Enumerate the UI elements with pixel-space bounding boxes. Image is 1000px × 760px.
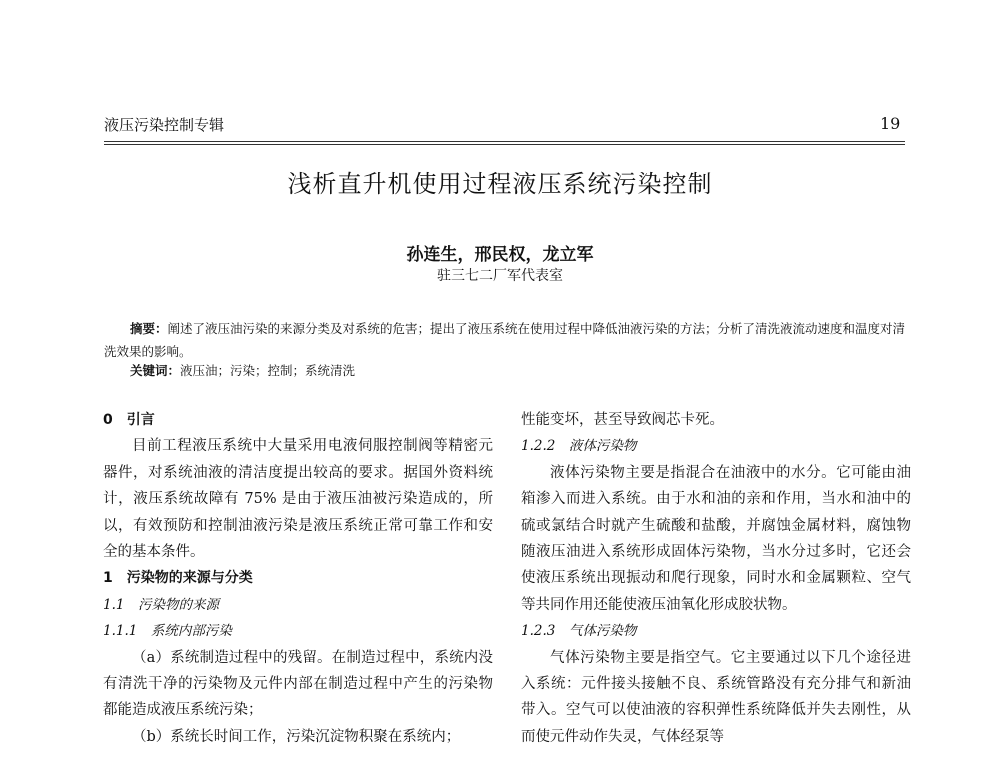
- paragraph: 液体污染物主要是指混合在油液中的水分。它可能由油箱渗入而进入系统。由于水和油的亲和作用，当水和油中的硫或氯结合时就产生硫酸和盐酸，并腐蚀金属材料，腐蚀物随液压油进入系统形成固体污染物，当水分过多时，它还会使液压系统出现振动和爬行现象，同时水和金属颗粒、空气等共同作用还能使液压油氧化形成胶状物。: [521, 464, 911, 613]
- abstract: [104, 317, 906, 363]
- keywords-label: 关键词：: [130, 363, 181, 378]
- article-authors: 孙连生，邢民权，龙立军: [406, 245, 594, 265]
- subsection-heading: 1.2.2 液体污染物: [521, 438, 637, 455]
- paragraph: （a）系统制造过程中的残留。在制造过程中，系统内没有清洗干净的污染物及元件内部在制造过程中产生的污染物都能造成液压系统污染；: [103, 649, 493, 719]
- paragraph-continuation: 性能变坏，甚至导致阀芯卡死。: [521, 412, 724, 428]
- paragraph: 目前工程液压系统中大量采用电液伺服控制阀等精密元器件，对系统油液的清洁度提出较高的要求。据国外资料统计，液压系统故障有 75% 是由于液压油被污染造成的，所以，有效预防和控制油液污染是液压系统正常可靠工作和安全的基本条件。: [103, 438, 493, 561]
- abstract-text: 阐述了液压油污染的来源分类及对系统的危害；提出了液压系统在使用过程中降低油液污染的方法；分析了清洗液流动速度和温度对清洗效果的影响。: [104, 321, 906, 359]
- abstract-label: 摘要：: [130, 321, 168, 336]
- section-heading: 0 引言: [103, 412, 155, 428]
- keywords: [130, 361, 355, 379]
- subsection-heading: 1.1 污染物的来源: [103, 596, 219, 613]
- paragraph: 气体污染物主要是指空气。它主要通过以下几个途径进入系统：元件接头接触不良、系统管路没有充分排气和新油带入。空气可以使油液的容积弹性系统降低并失去刚性，从而使元件动作失灵，气体经泵等: [521, 649, 911, 745]
- article-title: 浅析直升机使用过程液压系统污染控制: [287, 170, 713, 198]
- paragraph: （b）系统长时间工作，污染沉淀物积聚在系统内；: [132, 728, 461, 745]
- running-header-journal: 液压污染控制专辑: [104, 116, 225, 134]
- section-heading: 1 污染物的来源与分类: [103, 570, 253, 587]
- left-column: [103, 407, 493, 750]
- header-rule-top: [104, 141, 905, 142]
- article-affiliation: 驻三七二厂军代表室: [437, 268, 563, 284]
- keywords-text: 液压油；污染；控制；系统清洗: [180, 363, 356, 378]
- subsection-heading: 1.1.1 系统内部污染: [103, 623, 232, 640]
- header-rule-bottom: [104, 144, 905, 145]
- abstract-paragraph: [104, 317, 906, 363]
- page-number: 19: [880, 114, 901, 133]
- right-column: [521, 407, 911, 750]
- subsection-heading: 1.2.3 气体污染物: [521, 623, 637, 640]
